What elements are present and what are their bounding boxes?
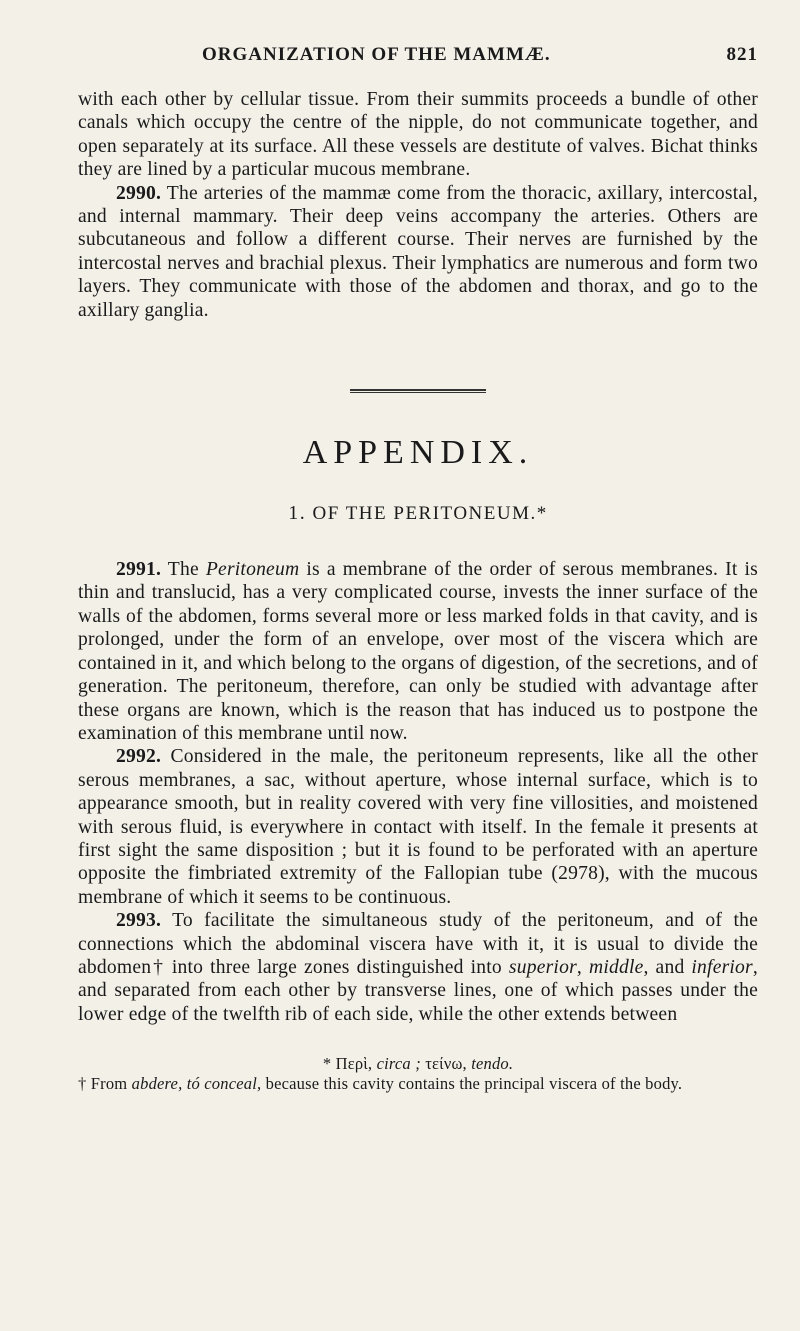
- footnote-1: [78, 1054, 758, 1074]
- book-page: [78, 44, 758, 1094]
- footnote-term: abdere, tó conceal,: [131, 1074, 262, 1094]
- term-superior: superior: [508, 956, 577, 978]
- paragraph-text: Considered in the male, the peritoneum represents, like all the other serous membranes, a sac, without aperture, whose internal surface, which is to appearance smooth, but in reality covered with very fine villosities, and moistened with serous fluid, is everywhere in contact with itself. In the female it presents at first sight the same disposition ; but it is found to be perforated with an aperture opposite the fimbriated extremity of the Fallopian tube (2978), with the mucous membrane of which it seems to be continuous.: [78, 746, 758, 908]
- footnote-mark: †: [78, 1074, 87, 1094]
- paragraph-text-continued: and separated from each other by transverse lines, one of which passes under the lower edge of the twelfth rib of each side, while the other extends between: [78, 980, 758, 1025]
- term-inferior: inferior: [691, 956, 753, 978]
- appendix-heading: APPENDIX.: [302, 434, 534, 472]
- paragraph-number: 2991.: [116, 559, 162, 581]
- footnotes: [78, 1054, 758, 1094]
- paragraph-text: is a membrane of the order of serous membranes. It is thin and translucid, has a very complicated course, invests the inner surface of the walls of the abdomen, forms several more or less marked folds in that cavity, and is prolonged, under the form of an envelope, over most of the viscera which are contained in it, and which belong to the organs of digestion, of the secretions, and of generation. The peritoneum, therefore, can only be studied with advantage after these organs are known, which is the reason that has induced us to postpone the examination of this membrane until now.: [78, 559, 758, 744]
- term-middle: middle: [588, 956, 644, 978]
- footnote-greek: τείνω,: [425, 1054, 467, 1074]
- paragraph-2991: [78, 558, 758, 745]
- paragraph-text: The arteries of the mammæ come from the thoracic, axillary, intercostal, and internal mammary. Their deep veins accompany the arteries. Others are subcutaneous and follow a different course. Their nerves are furnished by the intercostal nerves and brachial plexus. Their lymphatics are numerous and form two layers. They communicate with those of the abdomen and thorax, and go to the axillary ganglia.: [78, 182, 758, 321]
- footnote-mark: *: [322, 1054, 332, 1074]
- term-peritoneum: Peritoneum: [205, 559, 300, 581]
- page-number: 821: [726, 44, 758, 65]
- section-body: [78, 558, 758, 1026]
- paragraph-2993: 2993. To facilitate the simultaneous study of the peritoneum, and of the connections which the abdominal viscera have with it, it is usual to divide the abdomen† into three large zones distinguished into superior, middle, and inferior, and separated from each other by transverse lines, one of which passes under the lower edge of the twelfth rib of each side, while the other extends between: [78, 910, 759, 1025]
- footnote-text: because this cavity contains the principal viscera of the body.: [265, 1074, 683, 1094]
- section-divider: [78, 380, 758, 384]
- section-number: 1.: [288, 502, 307, 525]
- footnote-gloss: tendo.: [471, 1054, 514, 1074]
- footnote-gloss: circa ;: [376, 1054, 421, 1074]
- paragraph-2990: [78, 182, 758, 322]
- section-heading: [78, 502, 758, 532]
- section-title: OF THE PERITONEUM.*: [312, 503, 548, 525]
- footnote-2: [78, 1074, 758, 1094]
- paragraph-2992: [78, 745, 758, 909]
- paragraph-number: 2992.: [116, 746, 162, 768]
- running-head: [78, 44, 758, 74]
- paragraph-number: 2990.: [116, 182, 162, 204]
- running-head-title: ORGANIZATION OF THE MAMMÆ.: [202, 44, 551, 65]
- paragraph-number: 2993.: [116, 910, 162, 932]
- footnote-greek: Περὶ,: [335, 1054, 373, 1074]
- paragraph-lead: The: [167, 559, 199, 581]
- footnote-lead: From: [90, 1074, 128, 1094]
- paragraph-text: To facilitate the simultaneous study of the peritoneum, and of the connections which the abdominal viscera have with it, it is usual to divide the abdomen† into three large zones distinguished into: [78, 910, 759, 978]
- paragraph-continued: with each other by cellular tissue. From their summits proceeds a bundle of other canals which occupy the centre of the nipple, do not communicate together, and open separately at its surface. All these vessels are destitute of valves. Bichat thinks they are lined by a particular mucous membrane.: [78, 89, 758, 181]
